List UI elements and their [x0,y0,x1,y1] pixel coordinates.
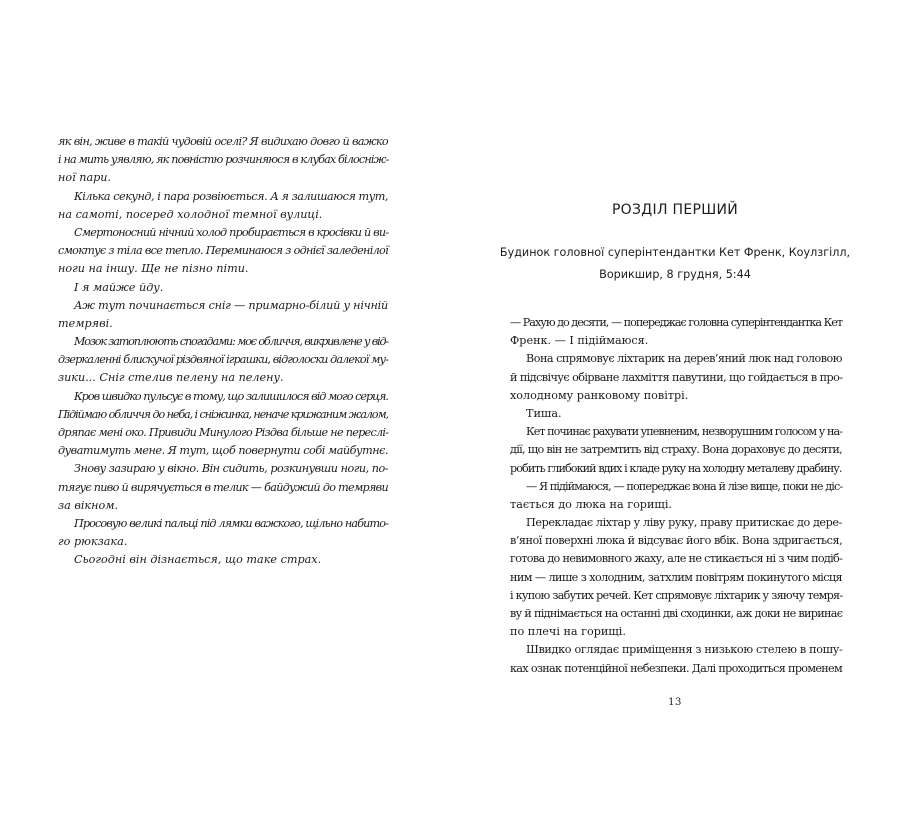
text-line: І я майже йду. [74,280,164,294]
text-line: Перекладає ліхтар у ліву руку, праву притискає до дере- [526,516,843,530]
text-line: Кілька секунд, і пара розвіюється. А я залишаюся тут, [74,189,388,203]
text-line: Мозок затоплюють спогадами: моє обличчя, викривлене у від- [74,335,388,349]
text-line: Кров швидко пульсує в тому, що залишилося від мого серця. [74,389,388,403]
text-line: на самоті, посеред холодної темної вулиці. [58,207,323,221]
text-line: ним — лише з холодним, затхлим повітрям покинутого місця [510,570,842,584]
text-line: холодному ранковому повітрі. [510,388,689,402]
text-line: дзеркаленні блискучої різдвяної іграшки, відголоски далекої му- [58,353,388,367]
text-line: темряві. [58,316,113,330]
text-line: — Я підіймаюся, — попереджає вона й лізе вище, поки не діс- [526,479,843,493]
text-line: Кет починає рахувати упевненим, незворушним голосом у на- [526,425,842,439]
text-line: зики... Сніг стелив пелену на пелену. [58,371,284,385]
chapter-subtitle [450,242,900,286]
text-line: Знову зазираю у вікно. Він сидить, розкинувши ноги, по- [74,462,388,476]
text-line: Швидко оглядає приміщення з низькою стелею в пошу- [526,643,843,657]
text-line: Смертоносний нічний холод пробирається в кросівки й ви- [74,225,389,239]
text-line: дряпає мені око. Привиди Минулого Різдва більше не переслі- [58,426,389,439]
right-page [450,0,900,817]
text-line: Аж тут починається сніг — примарно-білий у нічній [74,298,388,312]
text-line: ках ознак потенційної небезпеки. Далі проходиться променем [510,661,842,675]
text-line: ву й піднімається на останні дві сходинки, аж доки не виринає [510,607,843,620]
text-line: по плечі на горищі. [510,625,626,639]
text-line: Френк. — І підіймаюся. [510,334,649,348]
text-line: смоктує з тіла все тепло. Переминаюся з однієї заледенілої [58,244,388,258]
text-line: ноги на іншу. Ще не пізно піти. [58,262,249,276]
page-number: 13 [668,697,682,708]
text-line: тягує пиво й вирячується в телик — байдужий до темряви [58,480,388,494]
text-line: в’яної поверхні люка й відсуває його вбік. Вона здригається, [510,534,843,548]
text-line: Вона спрямовує ліхтарик на дерев’яний люк над головою [526,352,842,366]
left-page-text [58,133,388,570]
text-line: готова до невимовного жаху, але не стикається ні з чим подіб- [510,552,843,566]
right-page-text [510,314,842,678]
text-line: Сьогодні він дізнається, що таке страх. [74,553,322,567]
text-line: Просовую великі пальці під лямки важкого, щільно набито- [74,516,388,530]
text-line: Тиша. [526,406,562,420]
text-line: дії, що він не затремтить від страху. Вона дораховує до десяти, [510,443,842,457]
text-line: дуватимуть мене. Я тут, щоб повернути собі майбутнє. [58,444,389,458]
subtitle-line-2: Ворикшир, 8 грудня, 5:44 [599,268,751,281]
subtitle-line-1: Будинок головної суперінтендантки Кет Френк, Коулзгілл, [499,246,851,259]
text-line: і на мить уявляю, як повністю розчиняюся в клубах білосніж- [58,153,389,167]
text-line: — Рахую до десяти, — попереджає головна суперінтендантка Кет [510,316,843,329]
text-line: тається до люка на горищі. [510,497,672,511]
text-line: й підсвічує обірване лахміття павутини, що гойдається в про- [510,370,843,384]
chapter-title: РОЗДІЛ ПЕРШИЙ [611,202,739,218]
text-line: за вікном. [58,498,119,512]
text-line: го рюкзака. [58,535,128,549]
text-line: як він, живе в такій чудовій оселі? Я видихаю довго й важко [58,135,388,148]
text-line: ної пари. [58,171,112,185]
text-line: Підіймаю обличчя до неба, і сніжинка, неначе крижаним жалом, [58,407,388,421]
text-line: робить глибокий вдих і кладе руку на холодну металеву драбину. [510,461,842,475]
text-line: і купою забутих речей. Кет спрямовує ліхтарик у зяючу темря- [510,588,843,602]
